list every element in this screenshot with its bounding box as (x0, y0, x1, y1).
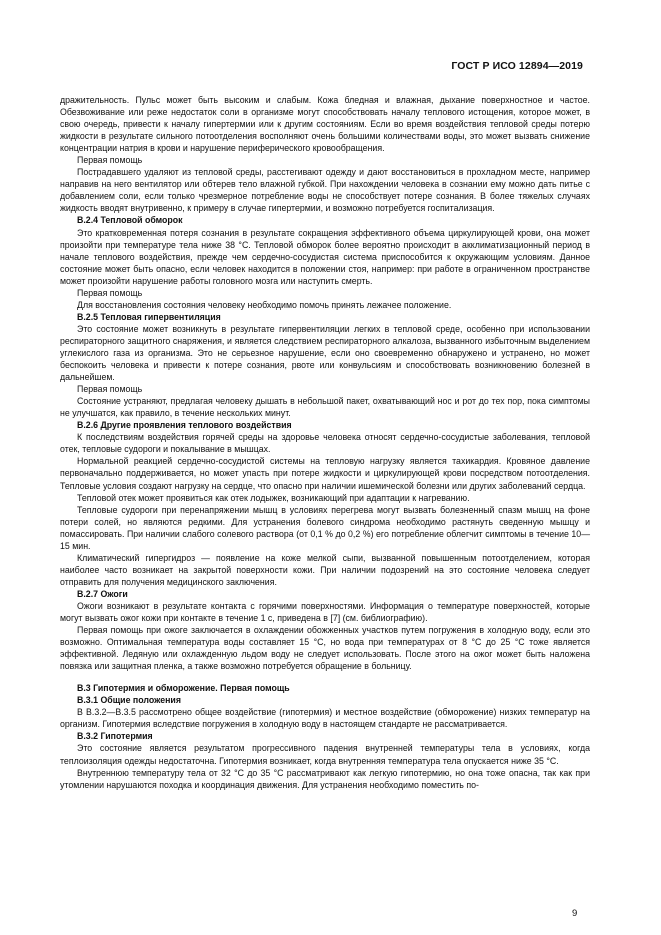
heading-b-2-4: В.2.4 Тепловой обморок (77, 215, 183, 226)
paragraph-hyperventilation: Это состояние может возникнуть в результате гипервентиляции легких в тепловой среде, особенно при использовании респираторного защитного снаряжения, и является следствием респираторного алкалоза, вызванного избыточным выделением углекислого газа из организма. Это не серьезное нарушение, если оно своевременно обнаружено и устранено, но может беспокоить человека и привести к потере сознания, рвоте или конвульсиям и способствовать возникновению болезней в дальнейшем. (60, 323, 590, 383)
first-aid-label: Первая помощь (77, 287, 143, 298)
heading-b-2-7: В.2.7 Ожоги (77, 588, 128, 599)
paragraph-heat-syncope-first-aid: Для восстановления состояния человеку необходимо помочь принять лежачее положение. (77, 299, 452, 310)
paragraph-heat-cramps: Тепловые судороги при перенапряжении мышц в условиях перегрева могут вызвать болезненный спазм мышц на фоне потери солей, но являются редкими. Для устранения болевого синдрома необходимо растянуть сведенную мышцу и помассировать. При наличии слабого солевого раствора (от 0,1 % до 0,2 %) его потребление облегчит симптомы в течение 10—15 мин. (60, 504, 590, 551)
paragraph-heat-syncope: Это кратковременная потеря сознания в результате сокращения эффективного объема циркулирующей крови, она может произойти при температуре тела ниже 38 °С. Тепловой обморок более вероятно происходит в акклиматизационный период в начале теплового воздействия, прежде чем сердечно-сосудистая система приспособится к окружающим условиям. Данное состояние может быть опасно, если человек находится в положении стоя, например: при работе в ограниченном пространстве может произойти нарушение работы головного мозга или наступить смерть. (60, 227, 590, 286)
paragraph-mild-hypothermia: Внутреннюю температуру тела от 32 °С до 35 °С рассматривают как легкую гипотермию, но она тоже опасна, так как при утомлении нарушаются походка и координация движения. Для устранения необходимо поместить по- (60, 767, 590, 790)
paragraph-hypothermia: Это состояние является результатом прогрессивного падения внутренней температуры тела в условиях, когда теплоизоляция одежды недостаточна. Гипотермия возникает, когда внутренняя температура тела опускается ниже 35 °С. (60, 743, 590, 766)
paragraph-other-effects: К последствиям воздействия горячей среды на здоровье человека относят сердечно-сосудистые заболевания, тепловой отек, тепловые судороги и покалывание в мышцах. (60, 432, 590, 455)
heading-b-3: В.3 Гипотермия и обморожение. Первая помощь (77, 683, 290, 694)
heading-b-3-2: В.3.2 Гипотермия (77, 731, 153, 742)
heading-b-2-5: В.2.5 Тепловая гипервентиляция (77, 311, 221, 322)
first-aid-label: Первая помощь (77, 384, 143, 395)
body-text (60, 94, 590, 791)
paragraph-heat-exhaustion-first-aid: Пострадавшего удаляют из тепловой среды, расстегивают одежду и дают восстановиться в прохладном месте, например направив на него вентилятор или обтерев тело влажной губкой. При нахождении человека в сознании ему можно дать питье с добавлением соли, если только чрезмерное потребление воды не способствует потере сознания. В более тяжелых случаях жидкость вводят внутривенно, к примеру в случае гипертермии, и возможно потребуется госпитализация. (60, 167, 590, 214)
paragraph-hyperhidrosis: Климатический гипергидроз — появление на коже мелкой сыпи, вызванной повышенным потоотделением, которая наиболее часто возникает на закрытой поверхности кожи. При наличии подозрений на это состояние человека следует отправить для получения медицинского заключения. (60, 552, 590, 587)
paragraph-heat-edema: Тепловой отек может проявиться как отек лодыжек, возникающий при адаптации к нагреванию. (77, 492, 470, 503)
paragraph-tachycardia: Нормальной реакцией сердечно-сосудистой системы на тепловую нагрузку является тахикардия. Кровяное давление первоначально поддерживается, но может упасть при потере жидкости и циркулирующей крови посредством потоотделения. Тепловые условия создают нагрузку на сердце, что опасно при наличии ишемической болезни или других заболеваний сердца. (60, 456, 590, 491)
standard-number: ГОСТ Р ИСО 12894—2019 (451, 60, 583, 72)
paragraph-burns-first-aid: Первая помощь при ожоге заключается в охлаждении обожженных участков путем погружения в холодную воду, если это возможно. Оптимальная температура воды составляет 15 °С, но вода при температурах от 8 °С до 25 °С тоже является эффективной. Ледяную или охлажденную льдом воду не следует использовать. После этого на ожог может быть наложена повязка или защитная пленка, а также возможно потребуется обращение в больницу. (60, 625, 590, 672)
paragraph-heat-exhaustion-end: дражительность. Пульс может быть высоким и слабым. Кожа бледная и влажная, дыхание поверхностное и частое. Обезвоживание или реже недостаток соли в организме могут способствовать началу теплового истощения, которое может, в свою очередь, привести к началу гипертермии или к другим состояниям. Если во время воздействия тепловой среды потерю жидкости в результате сильного потоотделения восполняют очень большими количествами воды, это может вызвать снижение концентрации натрия в крови и нарушение периферического кровообращения. (60, 95, 590, 154)
paragraph-hyperventilation-first-aid: Состояние устраняют, предлагая человеку дышать в небольшой пакет, охватывающий нос и рот до тех пор, пока симптомы не улучшатся, как правило, в течение нескольких минут. (60, 396, 590, 419)
heading-b-3-1: В.3.1 Общие положения (77, 695, 181, 706)
heading-b-2-6: В.2.6 Другие проявления теплового воздействия (77, 420, 292, 431)
first-aid-label: Первая помощь (77, 155, 143, 166)
page-number: 9 (572, 908, 578, 919)
paragraph-general-provisions: В В.3.2—В.3.5 рассмотрено общее воздействие (гипотермия) и местное воздействие (обморожение) низких температур на организм. Гипотермия вследствие погружения в холодную воду в настоящем стандарте не рассматривается. (60, 707, 590, 730)
paragraph-burns: Ожоги возникают в результате контакта с горячими поверхностями. Информация о температуре поверхностей, которые могут вызвать ожог кожи при контакте в течение 1 с, приведена в [7] (см. библиографию). (60, 600, 590, 624)
